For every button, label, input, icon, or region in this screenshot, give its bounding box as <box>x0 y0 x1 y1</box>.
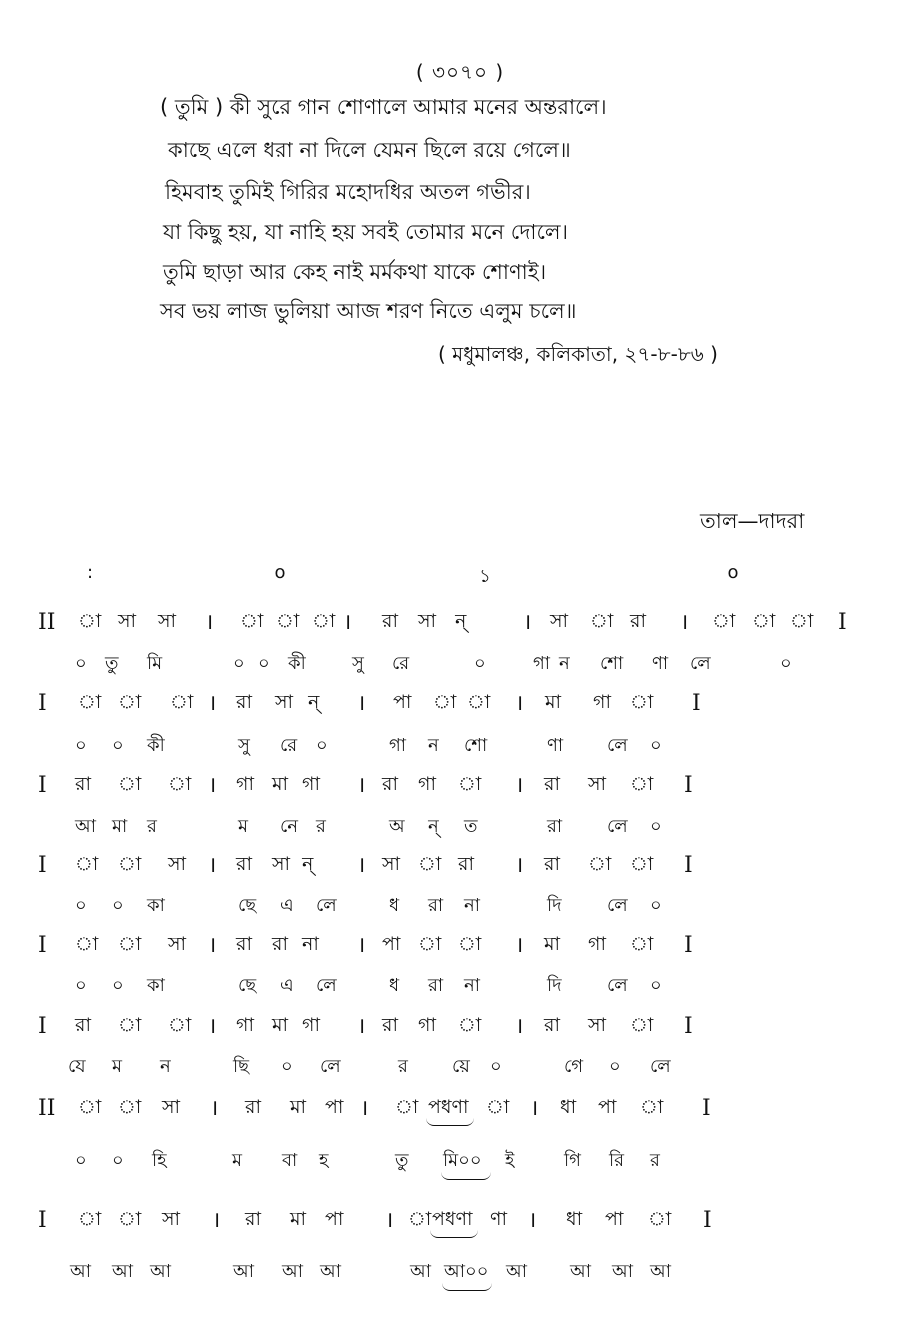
lyric-syllable: ০ <box>112 735 124 756</box>
swara-note: রা <box>458 853 474 875</box>
lyric-syllable: আ <box>150 1261 171 1282</box>
swara-row <box>0 855 920 885</box>
bar-line: I <box>692 691 701 716</box>
swara-note: া <box>752 610 776 632</box>
lyric-line: সব ভয় লাজ ভুলিয়া আজ শরণ নিতে এলুম চলে॥ <box>160 299 577 323</box>
swara-note: রা <box>544 1014 560 1036</box>
lyric-syllable: রা <box>547 816 563 837</box>
bar-line: । <box>357 933 366 958</box>
lyric-syllable: ন <box>559 653 570 674</box>
swara-note: রা <box>75 1014 91 1036</box>
swara-note: পা <box>393 691 412 713</box>
swara-note: মা <box>544 933 561 955</box>
swara-note: মা <box>272 773 289 795</box>
lyric-syllable: র <box>398 1056 408 1077</box>
bar-line: । <box>205 610 214 635</box>
lyric-syllable-row <box>0 1058 920 1088</box>
lyric-syllable: ছি <box>233 1056 250 1077</box>
swara-note: সা <box>158 610 177 632</box>
swara-note: না <box>302 933 319 955</box>
swara-note: া <box>75 853 99 875</box>
bar-line: I <box>38 1014 47 1039</box>
swara-note: গা <box>302 1014 320 1036</box>
lyric-syllable: সু <box>352 653 364 674</box>
lyric-syllable: আ <box>70 1261 91 1282</box>
swara-note: ণা <box>490 1208 507 1230</box>
lyric-syllable: ০ <box>75 1150 87 1171</box>
lyric-syllable: ০ <box>75 735 87 756</box>
swara-note: া <box>312 610 336 632</box>
swara-note: সা <box>162 1208 181 1230</box>
lyric-syllable: লে <box>607 816 628 837</box>
lyric-syllable: গে <box>564 1056 584 1077</box>
lyric-syllable: কী <box>288 653 306 674</box>
beat-marker: o <box>274 562 286 583</box>
lyric-syllable: অ <box>389 816 405 837</box>
swara-note: া <box>458 773 482 795</box>
swara-note: া <box>486 1096 510 1118</box>
lyric-syllable: আ <box>612 1261 633 1282</box>
swara-note: সা <box>382 853 401 875</box>
swara-note: পধণা <box>428 1096 469 1118</box>
meend-curve <box>441 1172 491 1180</box>
bar-line: । <box>212 1208 221 1233</box>
lyric-syllable: এ <box>280 895 294 916</box>
lyric-syllable: কী <box>147 735 165 756</box>
bar-line: । <box>208 1014 217 1039</box>
lyric-syllable: লে <box>650 1056 671 1077</box>
swara-row <box>0 1016 920 1046</box>
swara-note: ধা <box>560 1096 577 1118</box>
lyric-syllable: গা <box>533 653 551 674</box>
taal-label: তাল—দাদরা <box>700 509 805 533</box>
lyric-syllable: ধ <box>389 975 400 996</box>
lyric-syllable: র <box>316 816 326 837</box>
bar-line: । <box>523 610 532 635</box>
swara-note: া <box>712 610 736 632</box>
bar-line: I <box>38 773 47 798</box>
swara-note: সা <box>418 610 437 632</box>
lyric-syllable: বা <box>282 1150 298 1171</box>
bar-line: । <box>530 1096 539 1121</box>
swara-note: া <box>588 853 612 875</box>
lyric-syllable-row <box>0 1152 920 1182</box>
swara-note: া <box>458 1014 482 1036</box>
swara-row <box>0 1210 920 1240</box>
swara-note: সা <box>550 610 569 632</box>
swara-note: গা <box>418 773 436 795</box>
swara-note: া <box>118 773 142 795</box>
lyric-syllable: ০ <box>112 975 124 996</box>
lyric-syllable: লে <box>320 1056 341 1077</box>
swara-note: ন্ <box>302 853 314 875</box>
bar-line: II <box>38 1096 56 1121</box>
swara-note: রা <box>236 853 252 875</box>
swara-note: ন্ <box>308 691 320 713</box>
swara-note: া <box>640 1096 664 1118</box>
swara-note: সা <box>168 933 187 955</box>
swara-note: সা <box>162 1096 181 1118</box>
swara-note: া <box>590 610 614 632</box>
swara-note: গা <box>302 773 320 795</box>
swara-note: রা <box>630 610 646 632</box>
swara-note: সা <box>168 853 187 875</box>
swara-note: া <box>630 933 654 955</box>
lyric-syllable: দি <box>547 895 562 916</box>
bar-line: । <box>208 933 217 958</box>
lyric-syllable: ০ <box>75 653 87 674</box>
swara-note: সা <box>272 853 291 875</box>
lyric-syllable: ০ <box>112 1150 124 1171</box>
swara-note: া <box>75 933 99 955</box>
swara-note: রা <box>236 691 252 713</box>
bar-line: । <box>360 1096 369 1121</box>
bar-line: I <box>684 853 693 878</box>
swara-note: ন্ <box>455 610 467 632</box>
bar-line: । <box>515 933 524 958</box>
lyric-syllable: ম <box>112 1056 122 1077</box>
bar-line: I <box>684 933 693 958</box>
swara-note: া <box>467 691 491 713</box>
lyric-syllable: শো <box>600 653 624 674</box>
bar-line: I <box>703 1208 712 1233</box>
lyric-syllable: আ <box>75 816 96 837</box>
lyric-syllable: আ <box>410 1261 431 1282</box>
swara-note: মা <box>290 1208 307 1230</box>
swara-note: সা <box>588 773 607 795</box>
lyric-syllable: তু <box>395 1150 409 1171</box>
lyric-syllable: হ <box>319 1150 329 1171</box>
lyric-syllable: সু <box>238 735 250 756</box>
lyric-syllable: লে <box>316 975 337 996</box>
lyric-syllable-row <box>0 818 920 848</box>
lyric-syllable: মা <box>112 816 128 837</box>
swara-note: া <box>395 1096 419 1118</box>
lyric-syllable: আ <box>570 1261 591 1282</box>
beat-marker: : <box>86 562 94 583</box>
lyric-line: কাছে এলে ধরা না দিলে যেমন ছিলে রয়ে গেলে॥ <box>168 138 571 162</box>
lyric-syllable-row <box>0 655 920 685</box>
lyric-syllable: র <box>650 1150 660 1171</box>
swara-note: রা <box>544 773 560 795</box>
composition-attribution: ( মধুমালঞ্চ, কলিকাতা, ২৭-৮-৮৬ ) <box>438 342 718 366</box>
lyric-syllable: ম <box>232 1150 242 1171</box>
swara-note: া <box>170 691 194 713</box>
swara-note: পা <box>325 1096 344 1118</box>
swara-note: মা <box>545 691 562 713</box>
swara-note: া <box>433 691 457 713</box>
swara-note: পা <box>598 1096 617 1118</box>
bar-line: । <box>515 691 524 716</box>
lyric-syllable: ০ <box>233 653 245 674</box>
lyric-syllable: লে <box>607 735 628 756</box>
lyric-syllable: আ <box>112 1261 133 1282</box>
bar-line: । <box>680 610 689 635</box>
lyric-syllable: আ <box>506 1261 527 1282</box>
bar-line: । <box>210 1096 219 1121</box>
lyric-syllable-row <box>0 977 920 1007</box>
lyric-syllable: ০ <box>650 895 662 916</box>
lyric-syllable: শো <box>464 735 488 756</box>
swara-note: রা <box>272 933 288 955</box>
bar-line: I <box>684 1014 693 1039</box>
swara-note: া <box>418 853 442 875</box>
lyric-syllable: আ <box>320 1261 341 1282</box>
lyric-syllable: ণা <box>547 735 564 756</box>
lyric-syllable: রি <box>609 1150 625 1171</box>
swara-row <box>0 612 920 642</box>
lyric-line: তুমি ছাড়া আর কেহ নাই মর্মকথা যাকে শোণাই। <box>163 260 547 284</box>
swara-note: গা <box>593 691 611 713</box>
swara-row <box>0 775 920 805</box>
lyric-syllable: ছে <box>238 895 257 916</box>
swara-note: া <box>118 691 142 713</box>
bar-line: । <box>515 773 524 798</box>
swara-note: া <box>240 610 264 632</box>
swara-note: া <box>118 1208 142 1230</box>
lyric-syllable: না <box>464 975 480 996</box>
lyric-syllable: য়ে <box>452 1056 470 1077</box>
swara-note: া <box>118 1096 142 1118</box>
swara-note: পা <box>382 933 401 955</box>
bar-line: । <box>528 1208 537 1233</box>
swara-note: া <box>790 610 814 632</box>
bar-line: । <box>357 691 366 716</box>
swara-note: রা <box>75 773 91 795</box>
lyric-syllable: ০ <box>316 735 328 756</box>
lyric-syllable: ধ <box>389 895 400 916</box>
lyric-syllable: ০ <box>490 1056 502 1077</box>
bar-line: । <box>208 853 217 878</box>
lyric-syllable: ন্ <box>428 816 439 837</box>
lyric-syllable: রে <box>280 735 298 756</box>
swara-note: া <box>78 1096 102 1118</box>
lyric-syllable: মি <box>147 653 163 674</box>
swara-row <box>0 1098 920 1128</box>
bar-line: I <box>38 1208 47 1233</box>
swara-note: রা <box>544 853 560 875</box>
swara-note: া <box>630 773 654 795</box>
swara-note: া <box>458 933 482 955</box>
lyric-syllable: রা <box>428 975 444 996</box>
lyric-syllable: ০ <box>609 1056 621 1077</box>
swara-note: া <box>118 1014 142 1036</box>
swara-note: মা <box>290 1096 307 1118</box>
lyric-syllable-row <box>0 737 920 767</box>
swara-note: া <box>630 691 654 713</box>
swara-note: া <box>78 691 102 713</box>
lyric-syllable: লে <box>690 653 711 674</box>
lyric-syllable: মি০০ <box>443 1150 482 1171</box>
swara-note: ধা <box>566 1208 583 1230</box>
bar-line: । <box>208 691 217 716</box>
lyric-syllable: যে <box>68 1056 86 1077</box>
swara-note: রা <box>382 1014 398 1036</box>
lyric-syllable: কা <box>147 895 165 916</box>
lyric-syllable: নে <box>280 816 299 837</box>
swara-note: া <box>118 933 142 955</box>
lyric-syllable: ই <box>505 1150 515 1171</box>
swara-note: া <box>630 1014 654 1036</box>
lyric-syllable: ন <box>160 1056 171 1077</box>
bar-line: I <box>38 933 47 958</box>
bar-line: I <box>702 1096 711 1121</box>
lyric-line: হিমবাহ তুমিই গিরির মহোদধির অতল গভীর। <box>165 180 531 204</box>
lyric-syllable: ০ <box>75 895 87 916</box>
meend-curve <box>426 1118 474 1126</box>
swara-note: া <box>648 1208 672 1230</box>
swara-note: রা <box>245 1096 261 1118</box>
lyric-syllable: ০ <box>112 895 124 916</box>
swara-note: মা <box>272 1014 289 1036</box>
beat-marker: o <box>727 562 739 583</box>
lyric-syllable: এ <box>280 975 294 996</box>
lyric-syllable: ণা <box>652 653 669 674</box>
swara-row <box>0 935 920 965</box>
lyric-syllable: ম <box>238 816 248 837</box>
song-number: ( ৩০৭০ ) <box>415 60 505 84</box>
swara-note: গা <box>588 933 606 955</box>
lyric-syllable: রা <box>428 895 444 916</box>
lyric-syllable: লে <box>316 895 337 916</box>
swara-note: া <box>78 610 102 632</box>
lyric-syllable: লে <box>607 895 628 916</box>
lyric-syllable: আ <box>650 1261 671 1282</box>
swara-note: া <box>168 773 192 795</box>
lyric-syllable: রে <box>392 653 410 674</box>
bar-line: I <box>684 773 693 798</box>
swara-note: া <box>276 610 300 632</box>
lyric-syllable: ০ <box>258 653 270 674</box>
lyric-syllable: ০ <box>281 1056 293 1077</box>
swara-row <box>0 693 920 723</box>
bar-line: । <box>343 610 352 635</box>
lyric-syllable: তু <box>105 653 119 674</box>
lyric-syllable-row <box>0 897 920 927</box>
lyric-syllable: ছে <box>238 975 257 996</box>
swara-note: গা <box>236 1014 254 1036</box>
bar-line: । <box>357 853 366 878</box>
bar-line: I <box>838 610 847 635</box>
lyric-syllable: ন <box>428 735 439 756</box>
lyric-syllable: আ <box>233 1261 254 1282</box>
lyric-syllable: ০ <box>780 653 792 674</box>
swara-note: া <box>78 1208 102 1230</box>
lyric-syllable: আ০০ <box>444 1261 489 1282</box>
swara-note: া <box>630 853 654 875</box>
swara-note: া <box>168 1014 192 1036</box>
swara-note: রা <box>382 773 398 795</box>
swara-note: রা <box>382 610 398 632</box>
swara-note: া <box>418 933 442 955</box>
bar-line: । <box>515 853 524 878</box>
swara-note: া <box>118 853 142 875</box>
lyric-line: যা কিছু হয়, যা নাহি হয় সবই তোমার মনে দোলে। <box>163 220 569 244</box>
swara-note: রা <box>236 933 252 955</box>
lyric-syllable: হি <box>152 1150 167 1171</box>
lyric-line: ( তুমি ) কী সুরে গান শোণালে আমার মনের অন্তরালে। <box>160 95 607 119</box>
swara-note: সা <box>588 1014 607 1036</box>
swara-note: রা <box>245 1208 261 1230</box>
swara-note: গা <box>418 1014 436 1036</box>
lyric-syllable: ০ <box>650 975 662 996</box>
bar-line: । <box>515 1014 524 1039</box>
bar-line: I <box>38 691 47 716</box>
swara-note: পা <box>605 1208 624 1230</box>
bar-line: । <box>357 1014 366 1039</box>
bar-line: । <box>208 773 217 798</box>
bar-line: I <box>38 853 47 878</box>
bar-line: । <box>357 773 366 798</box>
swara-note: সা <box>275 691 294 713</box>
lyric-syllable: কা <box>147 975 165 996</box>
beat-marker: ১ <box>479 566 491 587</box>
swara-note: া <box>408 1208 432 1230</box>
lyric-syllable: ত <box>464 816 478 837</box>
lyric-syllable: না <box>464 895 480 916</box>
swara-note: পা <box>325 1208 344 1230</box>
swara-note: গা <box>236 773 254 795</box>
lyric-syllable: ০ <box>650 816 662 837</box>
lyric-syllable: ০ <box>650 735 662 756</box>
lyric-syllable: র <box>147 816 157 837</box>
lyric-syllable: আ <box>282 1261 303 1282</box>
bar-line: । <box>385 1208 394 1233</box>
lyric-syllable: দি <box>547 975 562 996</box>
swara-note: পধণা <box>432 1208 473 1230</box>
lyric-syllable: গা <box>389 735 407 756</box>
meend-curve <box>442 1283 492 1291</box>
meend-curve <box>430 1230 478 1238</box>
lyric-syllable-row <box>0 1263 920 1293</box>
lyric-syllable: ০ <box>75 975 87 996</box>
lyric-syllable: লে <box>607 975 628 996</box>
lyric-syllable: গি <box>564 1150 581 1171</box>
swara-note: সা <box>118 610 137 632</box>
bar-line: II <box>38 610 56 635</box>
lyric-syllable: ০ <box>474 653 486 674</box>
